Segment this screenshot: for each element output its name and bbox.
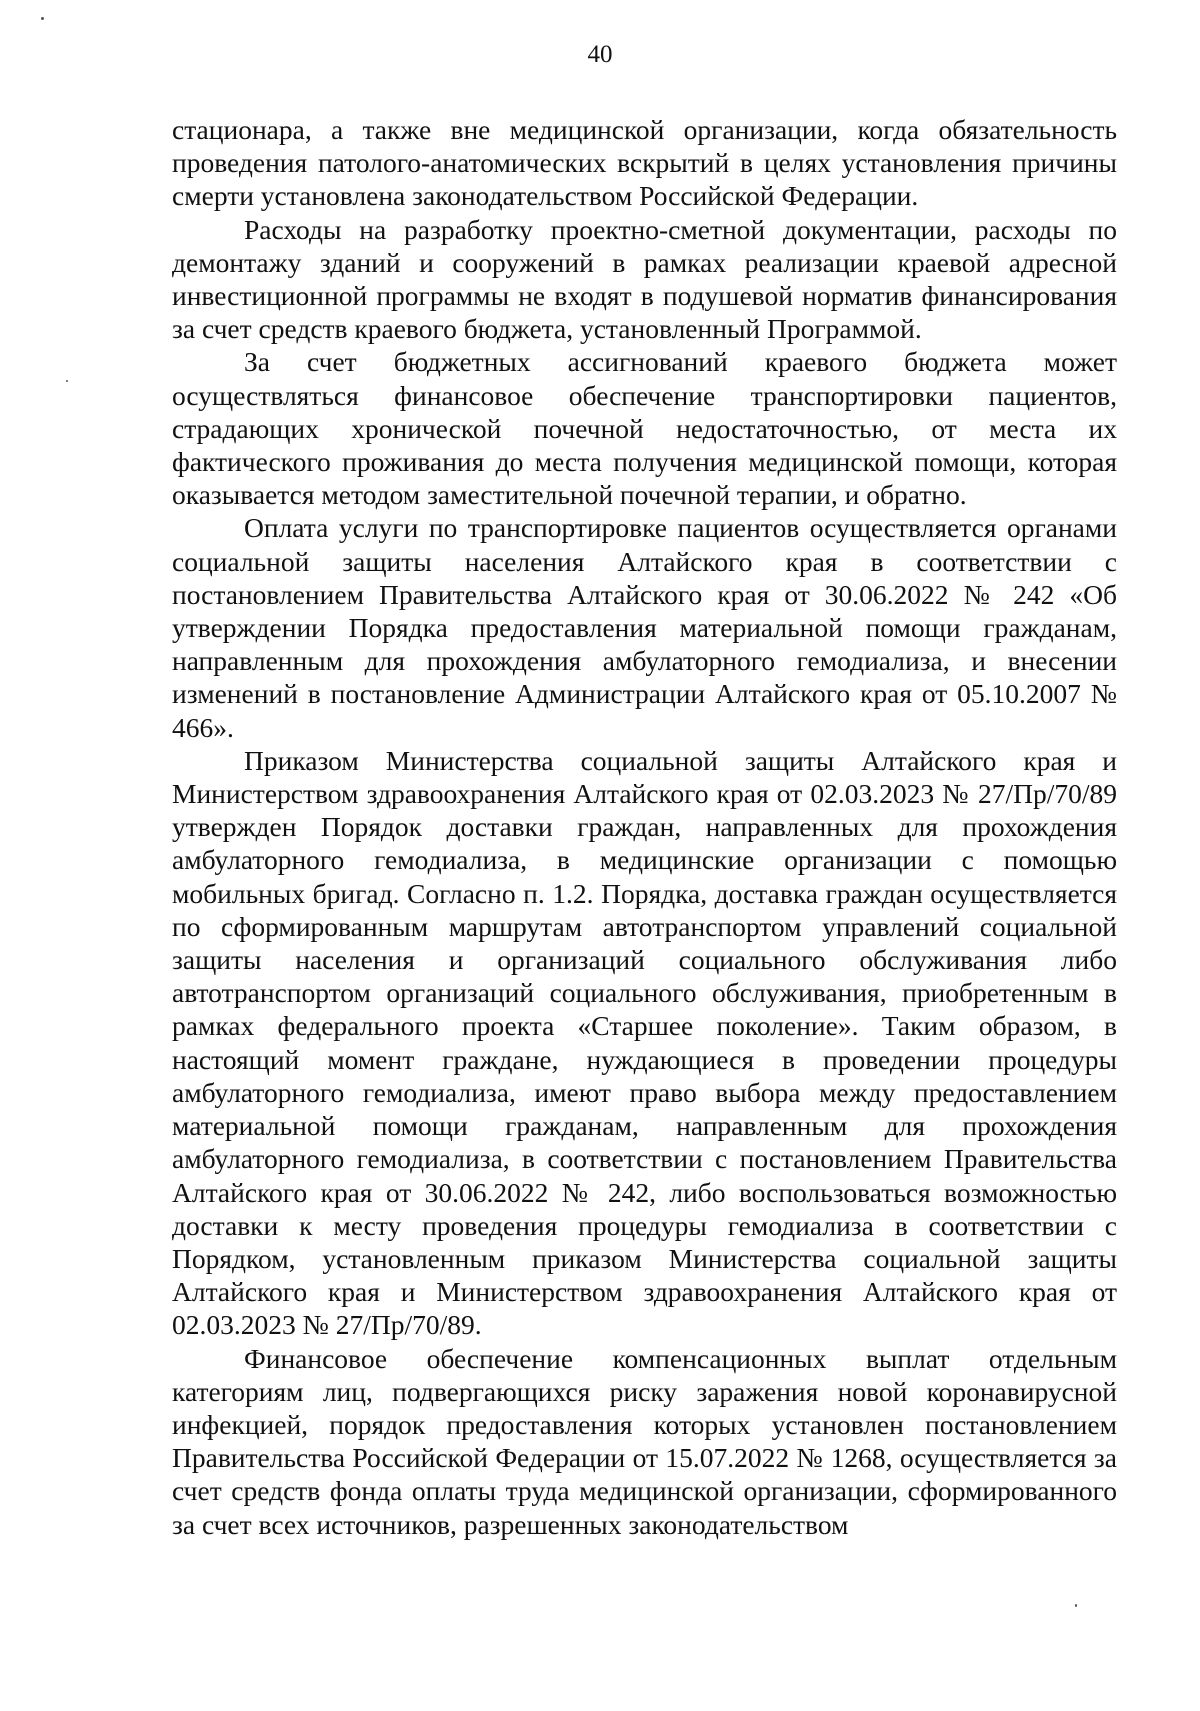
scan-speck: [66, 380, 68, 382]
paragraph-4: Оплата услуги по транспортировке пациентов осуществляется органами социальной защиты населения Алтайского края в соответствии с постановлением Правительства Алтайского края от 30.06.2022 № 242 «Об утверждении Порядка предоставления материальной помощи гражданам, направленным для прохождения амбулаторного гемодиализа, и внесении изменений в постановление Администрации Алтайского края от 05.10.2007 № 466».: [172, 512, 1117, 743]
paragraph-5: Приказом Министерства социальной защиты Алтайского края и Министерством здравоохранения Алтайского края от 02.03.2023 № 27/Пр/70/89 утвержден Порядок доставки граждан, направленных для прохождения амбулаторного гемодиализа, в медицинские организации с помощью мобильных бригад. Согласно п. 1.2. Порядка, доставка граждан осуществляется по сформированным маршрутам автотранспортом управлений социальной защиты населения и организаций социального обслуживания либо автотранспортом организаций социального обслуживания, приобретенным в рамках федерального проекта «Старшее поколение». Таким образом, в настоящий момент граждане, нуждающиеся в проведении процедуры амбулаторного гемодиализа, имеют право выбора между предоставлением материальной помощи гражданам, направленным для прохождения амбулаторного гемодиализа, в соответствии с постановлением Правительства Алтайского края от 30.06.2022 № 242, либо воспользоваться возможностью доставки к месту проведения процедуры гемодиализа в соответствии с Порядком, установленным приказом Министерства социальной защиты Алтайского края и Министерством здравоохранения Алтайского края от 02.03.2023 № 27/Пр/70/89.: [172, 744, 1117, 1341]
scan-speck: [1075, 1604, 1077, 1607]
paragraph-3: За счет бюджетных ассигнований краевого бюджета может осуществляться финансовое обеспечение транспортировки пациентов, страдающих хронической почечной недостаточностью, от места их фактического проживания до места получения медицинской помощи, которая оказывается методом заместительной почечной терапии, и обратно.: [172, 346, 1117, 511]
page-number: 40: [587, 41, 613, 68]
paragraph-6: Финансовое обеспечение компенсационных выплат отдельным категориям лиц, подвергающихся риску заражения новой коронавирусной инфекцией, порядок предоставления которых установлен постановлением Правительства Российской Федерации от 15.07.2022 № 1268, осуществляется за счет средств фонда оплаты труда медицинской организации, сформированного за счет всех источников, разрешенных законодательством: [172, 1342, 1117, 1540]
paragraph-2: Расходы на разработку проектно-сметной документации, расходы по демонтажу зданий и сооружений в рамках реализации краевой адресной инвестиционной программы не входят в подушевой норматив финансирования за счет средств краевого бюджета, установленный Программой.: [172, 213, 1117, 345]
paragraph-1: стационара, а также вне медицинской организации, когда обязательность проведения патолого-анатомических вскрытий в целях установления причины смерти установлена законодательством Российской Федерации.: [172, 114, 1117, 212]
scan-speck: [41, 17, 44, 20]
document-body: [172, 113, 1117, 1541]
